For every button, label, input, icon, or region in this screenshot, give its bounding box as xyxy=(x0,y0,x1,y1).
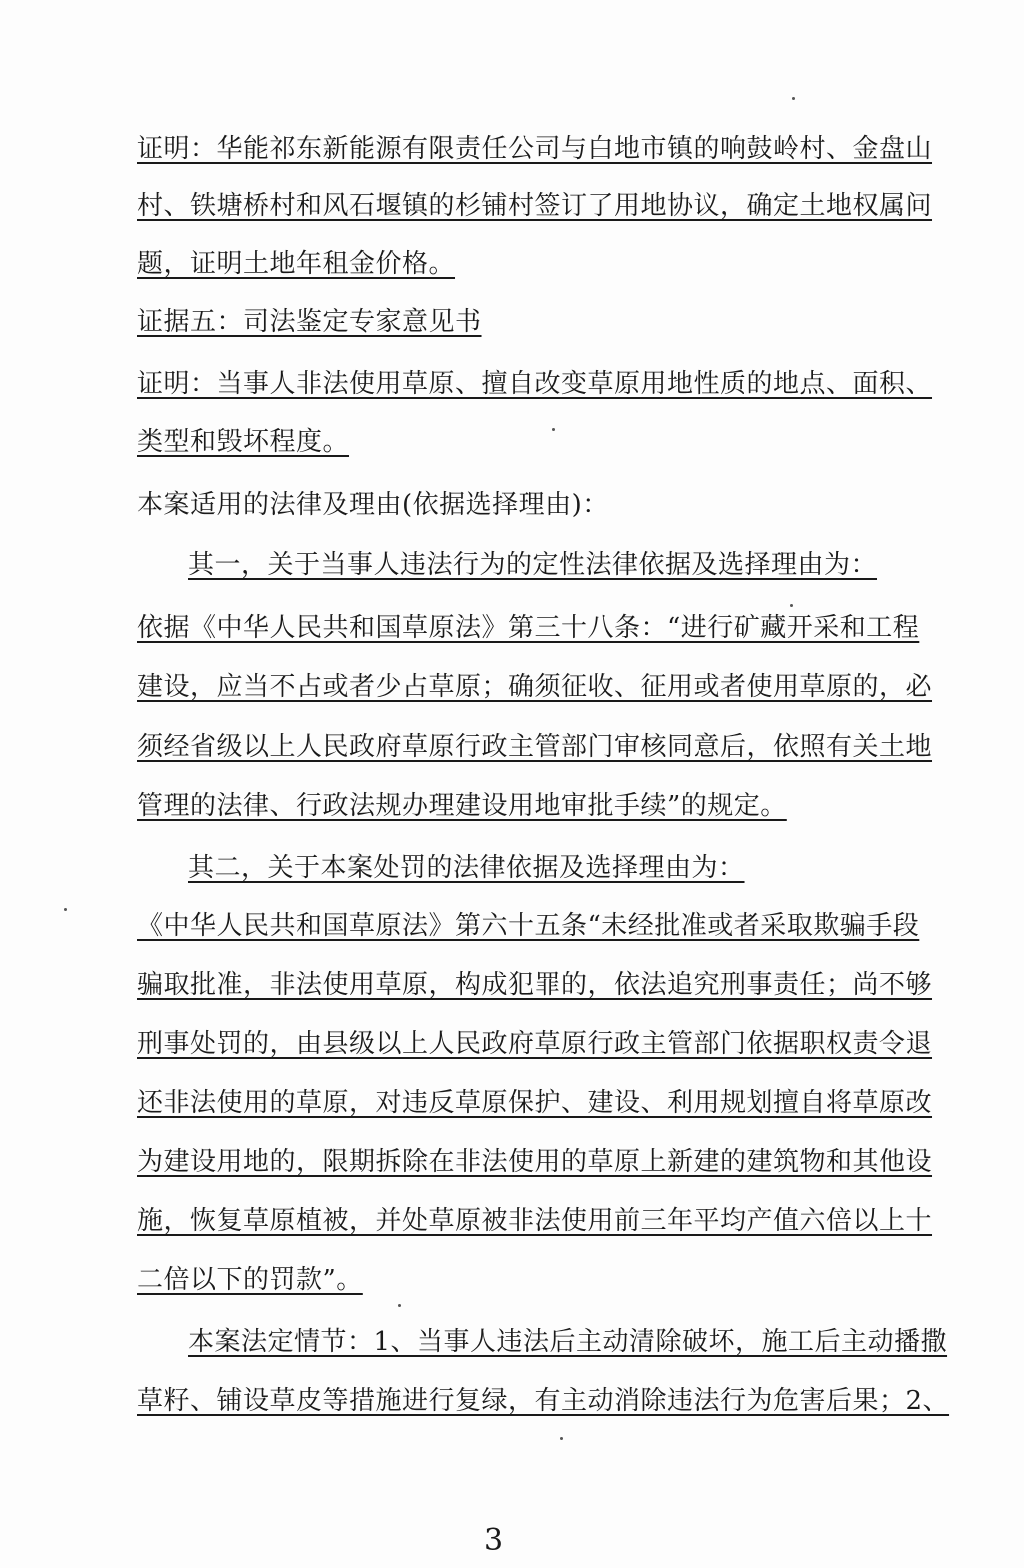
text-line-21: 本案法定情节：1、当事人违法后主动清除破坏，施工后主动播撒 xyxy=(188,1327,948,1357)
text-line-22: 草籽、铺设草皮等措施进行复绿，有主动消除违法行为危害后果；2、 xyxy=(137,1386,950,1416)
text-line-17: 还非法使用的草原，对违反草原保护、建设、利用规划擅自将草原改 xyxy=(137,1088,933,1118)
scan-speck xyxy=(552,428,555,431)
text-line-11: 须经省级以上人民政府草原行政主管部门审核同意后，依照有关土地 xyxy=(137,732,933,762)
text-line-9: 依据《中华人民共和国草原法》第三十八条：“进行矿藏开采和工程 xyxy=(137,613,920,643)
text-line-3: 题，证明土地年租金价格。 xyxy=(137,249,456,279)
text-line-14: 《中华人民共和国草原法》第六十五条“未经批准或者采取欺骗手段 xyxy=(137,911,920,941)
scan-speck xyxy=(64,908,67,911)
text-line-1: 证明：华能祁东新能源有限责任公司与白地市镇的响鼓岭村、金盘山 xyxy=(137,134,933,164)
scan-speck xyxy=(792,97,795,100)
text-line-16: 刑事处罚的，由县级以上人民政府草原行政主管部门依据职权责令退 xyxy=(137,1029,933,1059)
scan-speck xyxy=(398,1304,401,1307)
text-line-6: 类型和毁坏程度。 xyxy=(137,427,350,457)
text-line-10: 建设，应当不占或者少占草原；确须征收、征用或者使用草原的，必 xyxy=(137,672,933,702)
page-number: 3 xyxy=(484,1523,504,1558)
text-line-2: 村、铁塘桥村和风石堰镇的杉铺村签订了用地协议，确定土地权属问 xyxy=(137,191,933,221)
text-line-7: 本案适用的法律及理由(依据选择理由)： xyxy=(137,490,609,520)
text-line-12: 管理的法律、行政法规办理建设用地审批手续”的规定。 xyxy=(137,791,787,821)
text-line-18: 为建设用地的，限期拆除在非法使用的草原上新建的建筑物和其他设 xyxy=(137,1147,933,1177)
text-line-19: 施，恢复草原植被，并处草原被非法使用前三年平均产值六倍以上十 xyxy=(137,1206,933,1236)
text-line-15: 骗取批准，非法使用草原，构成犯罪的，依法追究刑事责任；尚不够 xyxy=(137,970,933,1000)
scan-speck xyxy=(790,604,793,607)
text-line-5: 证明：当事人非法使用草原、擅自改变草原用地性质的地点、面积、 xyxy=(137,369,933,399)
text-line-4: 证据五：司法鉴定专家意见书 xyxy=(137,307,482,337)
text-line-13: 其二，关于本案处罚的法律依据及选择理由为： xyxy=(188,853,745,883)
scan-speck xyxy=(560,1437,563,1440)
text-line-8: 其一，关于当事人违法行为的定性法律依据及选择理由为： xyxy=(188,550,878,580)
text-line-20: 二倍以下的罚款”。 xyxy=(137,1265,363,1295)
